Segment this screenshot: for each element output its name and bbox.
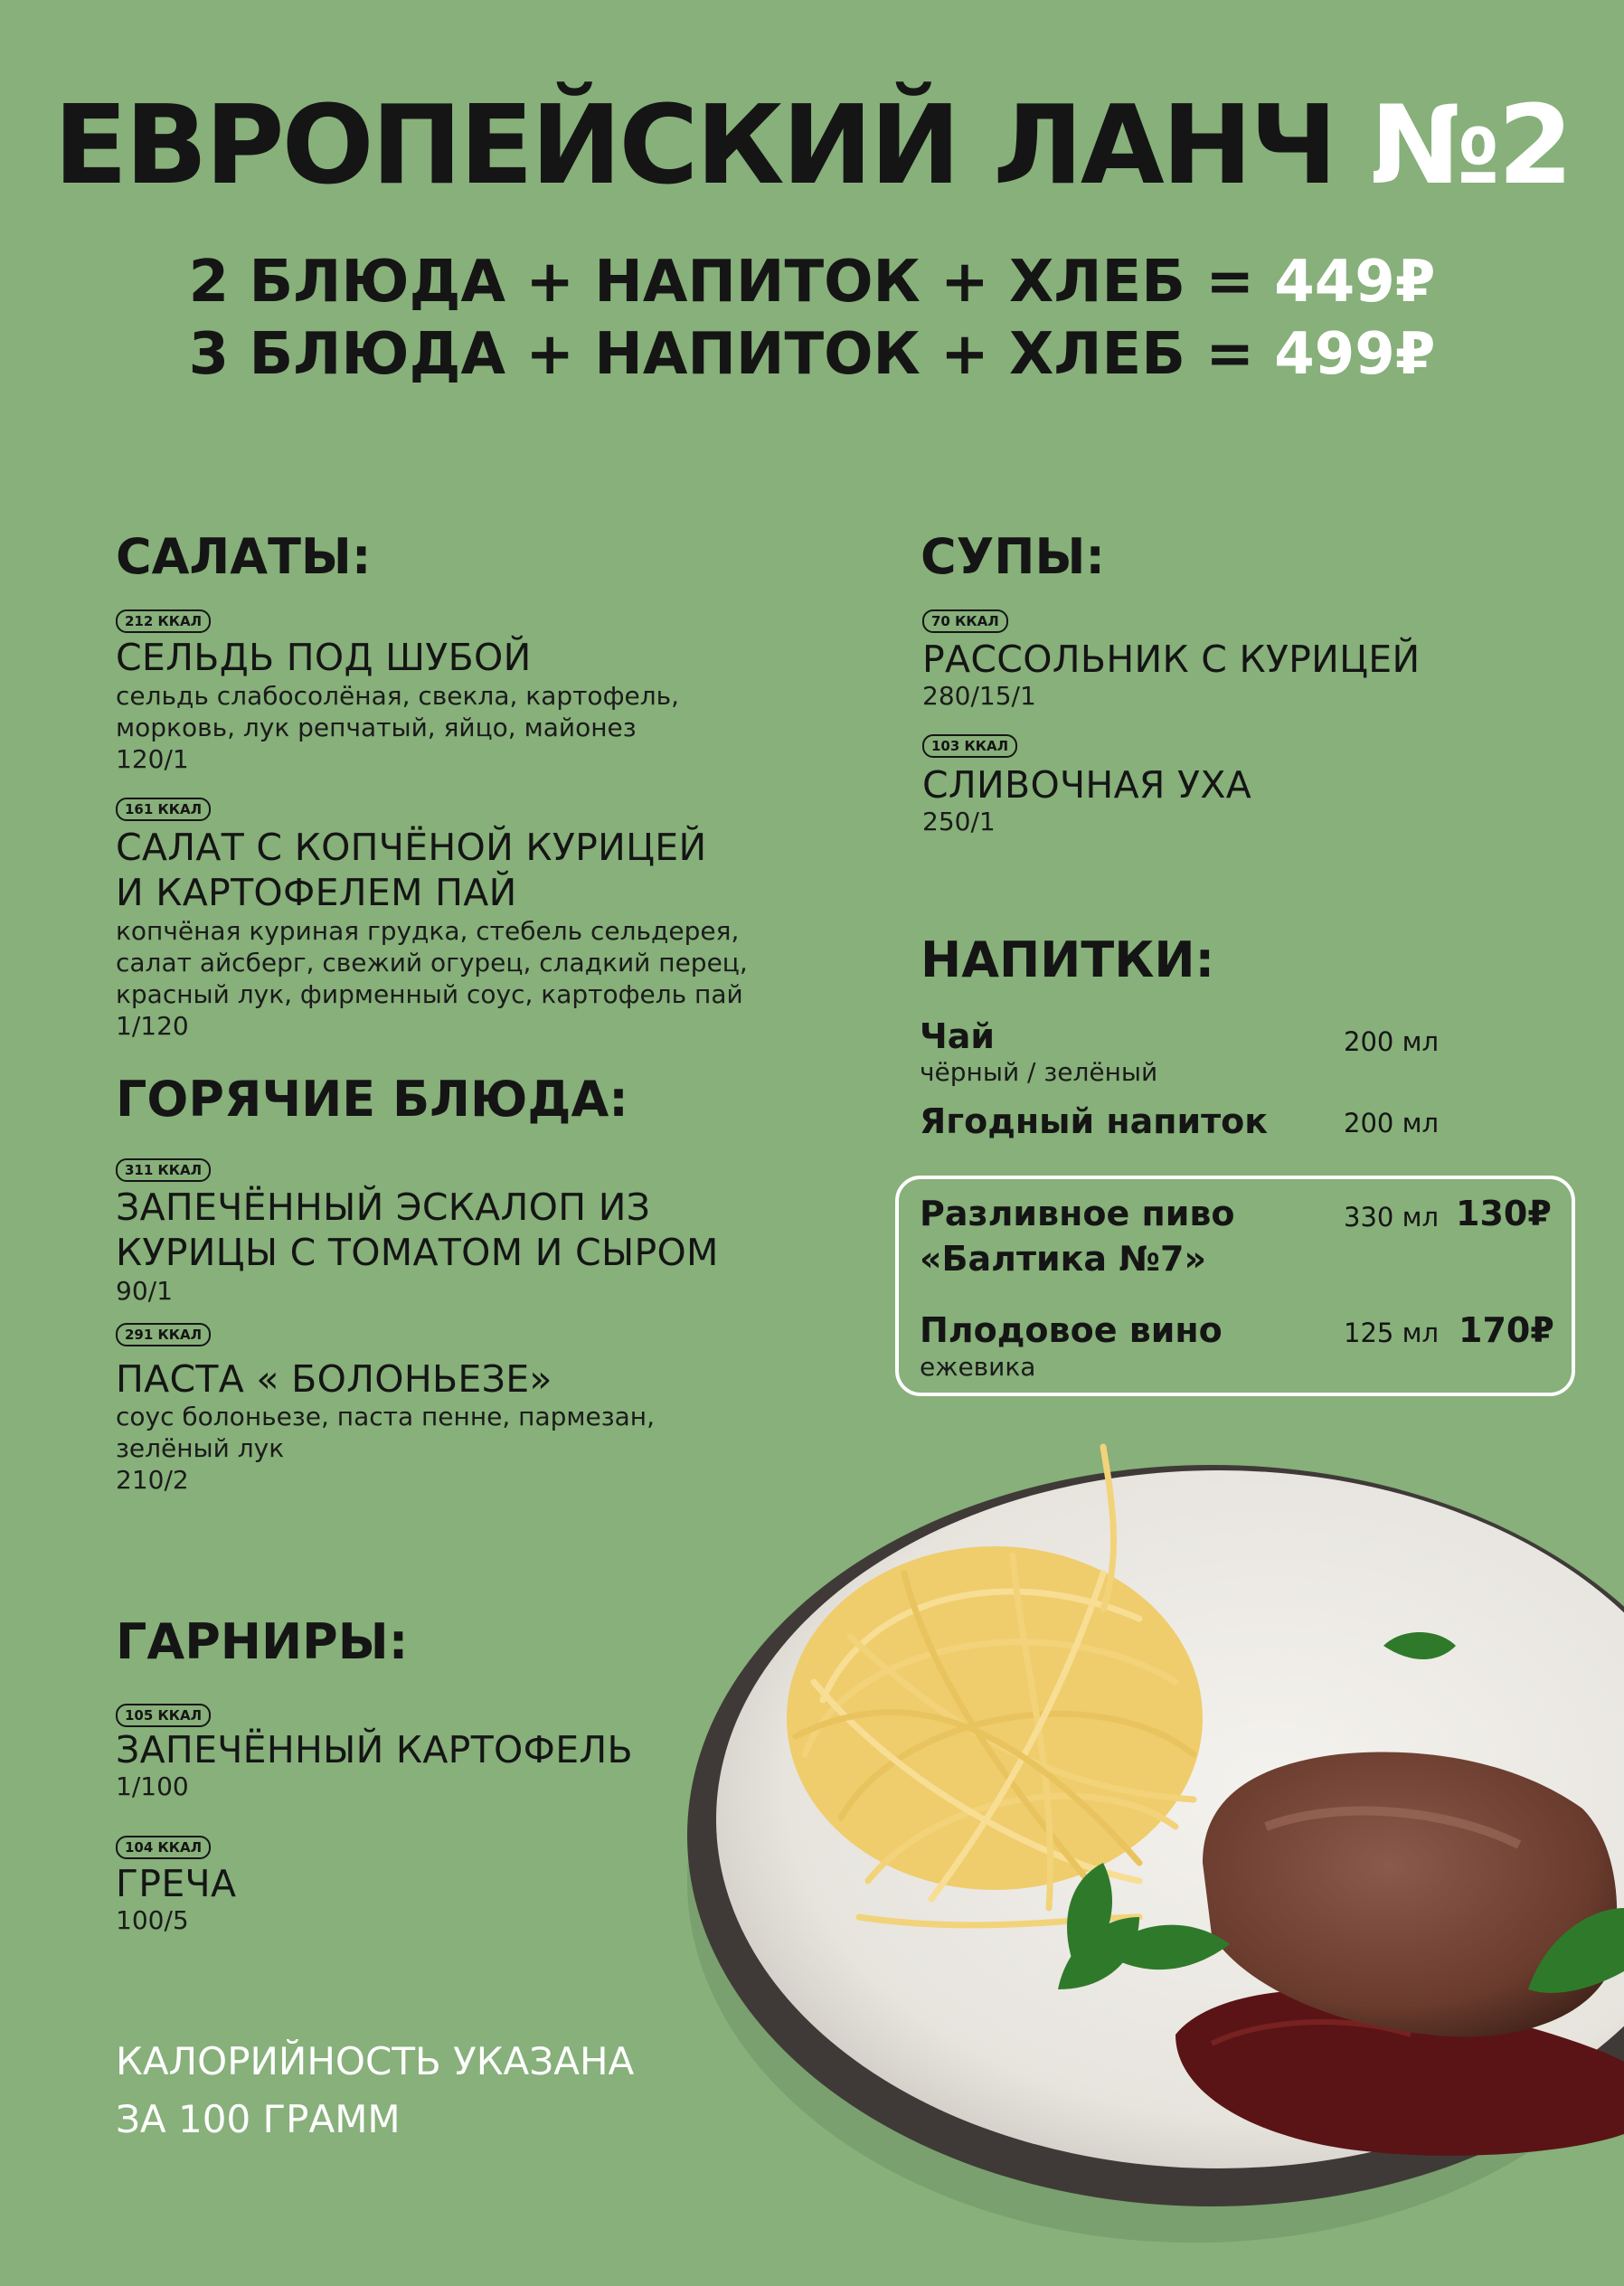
drink-price: 170₽ [1459, 1310, 1554, 1350]
section-title-hot: ГОРЯЧИЕ БЛЮДА: [116, 1071, 628, 1128]
drink-name: Плодовое вино [920, 1310, 1223, 1350]
dish-weight: 1/100 [116, 1771, 189, 1801]
kcal-badge: 291 ККАЛ [116, 1323, 211, 1346]
dish-weight: 280/15/1 [922, 681, 1036, 711]
section-title-sides: ГАРНИРЫ: [116, 1613, 409, 1670]
drink-name: Чай [920, 1016, 995, 1056]
dish-name: РАССОЛЬНИК С КУРИЦЕЙ [922, 638, 1421, 681]
kcal-badge: 103 ККАЛ [922, 734, 1017, 758]
combo-2-price: 449₽ [1274, 249, 1436, 316]
kcal-badge: 161 ККАЛ [116, 798, 211, 821]
dish-name: И КАРТОФЕЛЕМ ПАЙ [116, 871, 517, 914]
dish-weight: 90/1 [116, 1276, 173, 1306]
drink-name: «Балтика №7» [920, 1239, 1207, 1279]
dish-description: салат айсберг, свежий огурец, сладкий перец, [116, 948, 748, 978]
kcal-badge: 104 ККАЛ [116, 1836, 211, 1859]
dish-description: соус болоньезе, паста пенне, пармезан, [116, 1402, 656, 1431]
drink-subtitle: ежевика [920, 1352, 1036, 1382]
combo-3-label: 3 БЛЮДА + НАПИТОК + ХЛЕБ = [188, 321, 1254, 388]
kcal-badge: 311 ККАЛ [116, 1158, 211, 1182]
drink-price: 130₽ [1456, 1194, 1552, 1233]
menu-item-ukha [922, 734, 1017, 758]
dish-name: ГРЕЧА [116, 1862, 237, 1905]
dish-name: КУРИЦЫ С ТОМАТОМ И СЫРОМ [116, 1231, 719, 1274]
dish-name: СЛИВОЧНАЯ УХА [922, 763, 1252, 807]
dish-weight: 120/1 [116, 744, 189, 774]
menu-item-potato [116, 1704, 211, 1727]
dish-name: САЛАТ С КОПЧЁНОЙ КУРИЦЕЙ [116, 826, 707, 869]
dish-description: сельдь слабосолёная, свекла, картофель, [116, 681, 680, 711]
menu-item-chicken-salad [116, 798, 211, 821]
dish-name: ПАСТА « БОЛОНЬЕЗЕ» [116, 1357, 552, 1401]
menu-item-escalope [116, 1158, 211, 1182]
title-main: ЕВРОПЕЙСКИЙ ЛАНЧ [53, 83, 1336, 209]
drink-volume: 200 мл [1344, 1108, 1439, 1138]
combo-2-label: 2 БЛЮДА + НАПИТОК + ХЛЕБ = [188, 249, 1254, 316]
drink-volume: 330 мл [1344, 1202, 1439, 1233]
dish-name: ЗАПЕЧЁННЫЙ ЭСКАЛОП ИЗ [116, 1186, 651, 1229]
drink-subtitle: чёрный / зелёный [920, 1057, 1158, 1087]
calorie-note: ЗА 100 ГРАММ [116, 2097, 401, 2141]
menu-item-herring [116, 609, 211, 633]
food-photo [633, 1411, 1624, 2286]
dish-description: морковь, лук репчатый, яйцо, майонез [116, 713, 637, 742]
calorie-note: КАЛОРИЙНОСТЬ УКАЗАНА [116, 2039, 635, 2083]
dish-weight: 100/5 [116, 1905, 189, 1935]
dish-weight: 250/1 [922, 807, 996, 836]
dish-weight: 1/120 [116, 1011, 189, 1041]
combo-2-line [0, 246, 1624, 318]
drink-name: Разливное пиво [920, 1194, 1235, 1233]
page-title [0, 83, 1624, 210]
drink-volume: 200 мл [1344, 1026, 1439, 1057]
kcal-badge: 70 ККАЛ [922, 609, 1008, 633]
drink-name: Ягодный напиток [920, 1101, 1269, 1141]
combo-3-price: 499₽ [1274, 321, 1436, 388]
section-title-drinks: НАПИТКИ: [921, 931, 1215, 988]
drink-volume: 125 мл [1344, 1318, 1439, 1348]
kcal-badge: 212 ККАЛ [116, 609, 211, 633]
combo-3-line [0, 318, 1624, 391]
dish-name: ЗАПЕЧЁННЫЙ КАРТОФЕЛЬ [116, 1728, 633, 1771]
dish-name: СЕЛЬДЬ ПОД ШУБОЙ [116, 636, 532, 679]
dish-description: копчёная куриная грудка, стебель сельдерея, [116, 916, 740, 946]
dish-description: зелёный лук [116, 1433, 285, 1463]
menu-item-pasta [116, 1323, 211, 1346]
menu-item-buckwheat [116, 1836, 211, 1859]
dish-weight: 210/2 [116, 1465, 189, 1495]
dish-description: красный лук, фирменный соус, картофель пай [116, 979, 743, 1009]
section-title-salads: САЛАТЫ: [116, 528, 372, 585]
menu-item-rassolnik [922, 609, 1008, 633]
section-title-soups: СУПЫ: [921, 528, 1106, 585]
kcal-badge: 105 ККАЛ [116, 1704, 211, 1727]
title-number: №2 [1369, 83, 1571, 209]
